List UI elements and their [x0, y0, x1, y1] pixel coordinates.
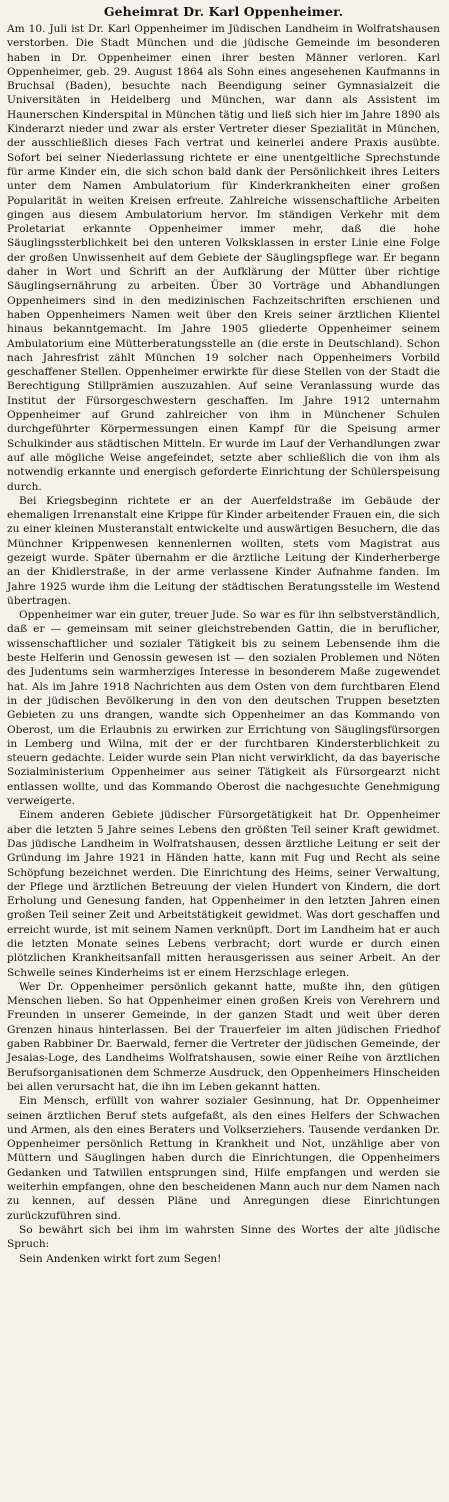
closing-quote: Sein Andenken wirkt fort zum Segen! — [19, 1252, 222, 1265]
paragraph-1: Am 10. Juli ist Dr. Karl Oppenheimer im Jüdischen Landheim in Wolfratshausen verstorben. Die Stadt München und die jüdische Gemeinde im besonderen haben in Dr. Oppenheimer einen ihrer besten Männer verloren. Karl Oppenheimer, geb. 29. August 1864 als Sohn eines angesehenen Kaufmanns in Bruchsal (Baden), besuchte nach Beendigung seiner Gymnasialzeit die Universitäten in Heidelberg und München, war dann als Assistent im Haunerschen Kinderspital in München tätig und ließ sich hier im Jahre 1890 als Kinderarzt nieder und zwar als erster Vertreter dieser Spezialität in München, der ausschließlich dieses Fach vertrat und keinerlei andere Praxis ausübte. Sofort bei seiner Niederlassung richtete er eine unentgeltliche Sprechstunde für arme Kinder ein, die sich schon bald dank der Persönlichkeit ihres Leiters unter dem Namen Ambulatorium für Kinderkrankheiten einer großen Popularität in weiten Kreisen erfreute. Zahlreiche wissenschaftliche Arbeiten gingen aus diesem Ambulatorium hervor. Im ständigen Verkehr mit dem Proletariat erkannte Oppenheimer immer mehr, daß die hohe Säuglingssterblichkeit bei den unteren Volksklassen in erster Linie eine Folge der großen Unwissenheit auf dem Gebiete der Säuglingspflege war. Er begann daher in Wort und Schrift an der Aufklärung der Mütter über richtige Säuglingsernährung zu arbeiten. Über 30 Vorträge und Abhandlungen Oppenheimers sind in den medizinischen Fachzeitschriften erschienen und haben Oppenheimers Namen weit über den Kreis seiner ärztlichen Klientel hinaus bekanntgemacht. Im Jahre 1905 gliederte Oppenheimer seinem Ambulatorium eine Mütterberatungsstelle an (die erste in Deutschland). Schon nach Jahresfrist zählt München 19 solcher nach Oppenheimers Vorbild geschaffener Stellen. Oppenheimer erwirkte für diese Stellen von der Stadt die Berechtigung Stillprämien auszuzahlen. Auf seine Veranlassung wurde das Institut der Fürsorgeschwestern geschaffen. Im Jahre 1912 unternahm Oppenheimer auf Grund zahlreicher von ihm in Münchener Schulen durchgeführter Körpermessungen einen Kampf für die Speisung armer Schulkinder aus städtischen Mitteln. Er wurde im Lauf der Verhandlungen zwar auf alle mögliche Weise angefeindet, setzte aber schließlich die von ihm als notwendig erkannte und energisch geforderte Einrichtung der Schülerspeisung durch. — [7, 23, 440, 493]
paragraph-5: Wer Dr. Oppenheimer persönlich gekannt hatte, mußte ihn, den gütigen Menschen lieben. So hat Oppenheimer einen großen Kreis von Verehrern und Freunden in unserer Gemeinde, in der ganzen Stadt und weit über deren Grenzen hinaus hinterlassen. Bei der Trauerfeier im alten jüdischen Friedhof gaben Rabbiner Dr. Baerwald, ferner die Vertreter der jüdischen Gemeinde, der Jesaias-Loge, des Landheims Wolfratshausen, sowie einer Reihe von ärztlichen Berufsorganisationen dem Schmerze Ausdruck, den Oppenheimers Hinscheiden bei allen verursacht hat, die ihn im Leben gekannt hatten. — [7, 980, 440, 1093]
paragraph-6: Ein Mensch, erfüllt von wahrer sozialer Gesinnung, hat Dr. Oppenheimer seinen ärztlichen Beruf stets aufgefaßt, als den eines Helfers der Schwachen und Armen, als den eines Beraters und Volkserziehers. Tausende verdanken Dr. Oppenheimer persönlich Rettung in Krankheit und Not, unzählige aber von Müttern und Säuglingen haben durch die Einrichtungen, die Oppenheimers Gedanken und Tatwillen entsprungen sind, Hilfe empfangen und werden sie weiterhin empfangen, ohne den bescheidenen Mann auch nur dem Namen nach zu kennen, auf dessen Pläne und Anregungen diese Einrichtungen zurückzuführen sind. — [7, 1095, 440, 1222]
paragraph-2: Bei Kriegsbeginn richtete er an der Auerfeldstraße im Gebäude der ehemaligen Irrenanstalt eine Krippe für Kinder arbeitender Frauen ein, die sich zu einer kleinen Musteranstalt entwickelte und auswärtigen Besuchern, die das Münchner Krippenwesen kennenlernen wollten, stets vom Magistrat aus gezeigt wurde. Später übernahm er die ärztliche Leitung der Kinderherberge an der Khidlerstraße, in der arme verlassene Kinder Aufnahme fanden. Im Jahre 1925 wurde ihm die Leitung der städtischen Beratungsstelle im Westend übertragen. — [7, 494, 440, 607]
paragraph-4: Einem anderen Gebiete jüdischer Fürsorgetätigkeit hat Dr. Oppenheimer aber die letzten 5 Jahre seines Lebens den größten Teil seiner Kraft gewidmet. Das jüdische Landheim in Wolfratshausen, dessen ärztliche Leitung er seit der Gründung im Jahre 1921 in Händen hatte, kann mit Fug und Recht als seine Schöpfung bezeichnet werden. Die Einrichtung des Heims, seiner Verwaltung, der Pflege und ärztlichen Betreuung der vielen Hundert von Kindern, die dort Erholung und Genesung fanden, hat Oppenheimer in den letzten Jahren einen großen Teil seiner Zeit und Arbeitstätigkeit gewidmet. Was dort geschaffen und erreicht wurde, ist mit seinem Namen verknüpft. Dort im Landheim hat er auch die letzten Monate seines Lebens verbracht; dort wurde er durch einen plötzlichen Krankheitsanfall mitten herausgerissen aus seiner Arbeit. An der Schwelle seines Kinderheims ist er einem Herzschlage erlegen. — [7, 809, 440, 979]
paragraph-7: So bewährt sich bei ihm im wahrsten Sinne des Wortes der alte jüdische Spruch: — [7, 1223, 440, 1251]
article-body — [7, 22, 440, 1266]
paragraph-3: Oppenheimer war ein guter, treuer Jude. So war es für ihn selbstverständlich, daß er — gemeinsam mit seiner gleichstrebenden Gattin, die in beruflicher, wissenschaftlicher und sozialer Tätigkeit bis zu seinem Lebensende ihm die beste Helferin und Genossin gewesen ist — den sozialen Problemen und Nöten des Judentums sein warmherziges Interesse in besonderem Maße zugewendet hat. Als im Jahre 1918 Nachrichten aus dem Osten von dem furchtbaren Elend in der jüdischen Bevölkerung in den von den deutschen Truppen besetzten Gebieten zu uns drangen, wandte sich Oppenheimer an das Kommando von Oberost, um die Erlaubnis zu erwirken zur Errichtung von Säuglingsfürsorgen in Lemberg und Wilna, mit der er der furchtbaren Kindersterblichkeit zu steuern gedachte. Leider wurde sein Plan nicht verwirklicht, da das bayerische Sozialministerium Oppenheimer aus seiner Tätigkeit als Fürsorgearzt nicht entlassen wollte, und das Kommando Oberost die nachgesuchte Genehmigung verweigerte. — [7, 609, 440, 808]
article-title: Geheimrat Dr. Karl Oppenheimer. — [103, 4, 344, 19]
